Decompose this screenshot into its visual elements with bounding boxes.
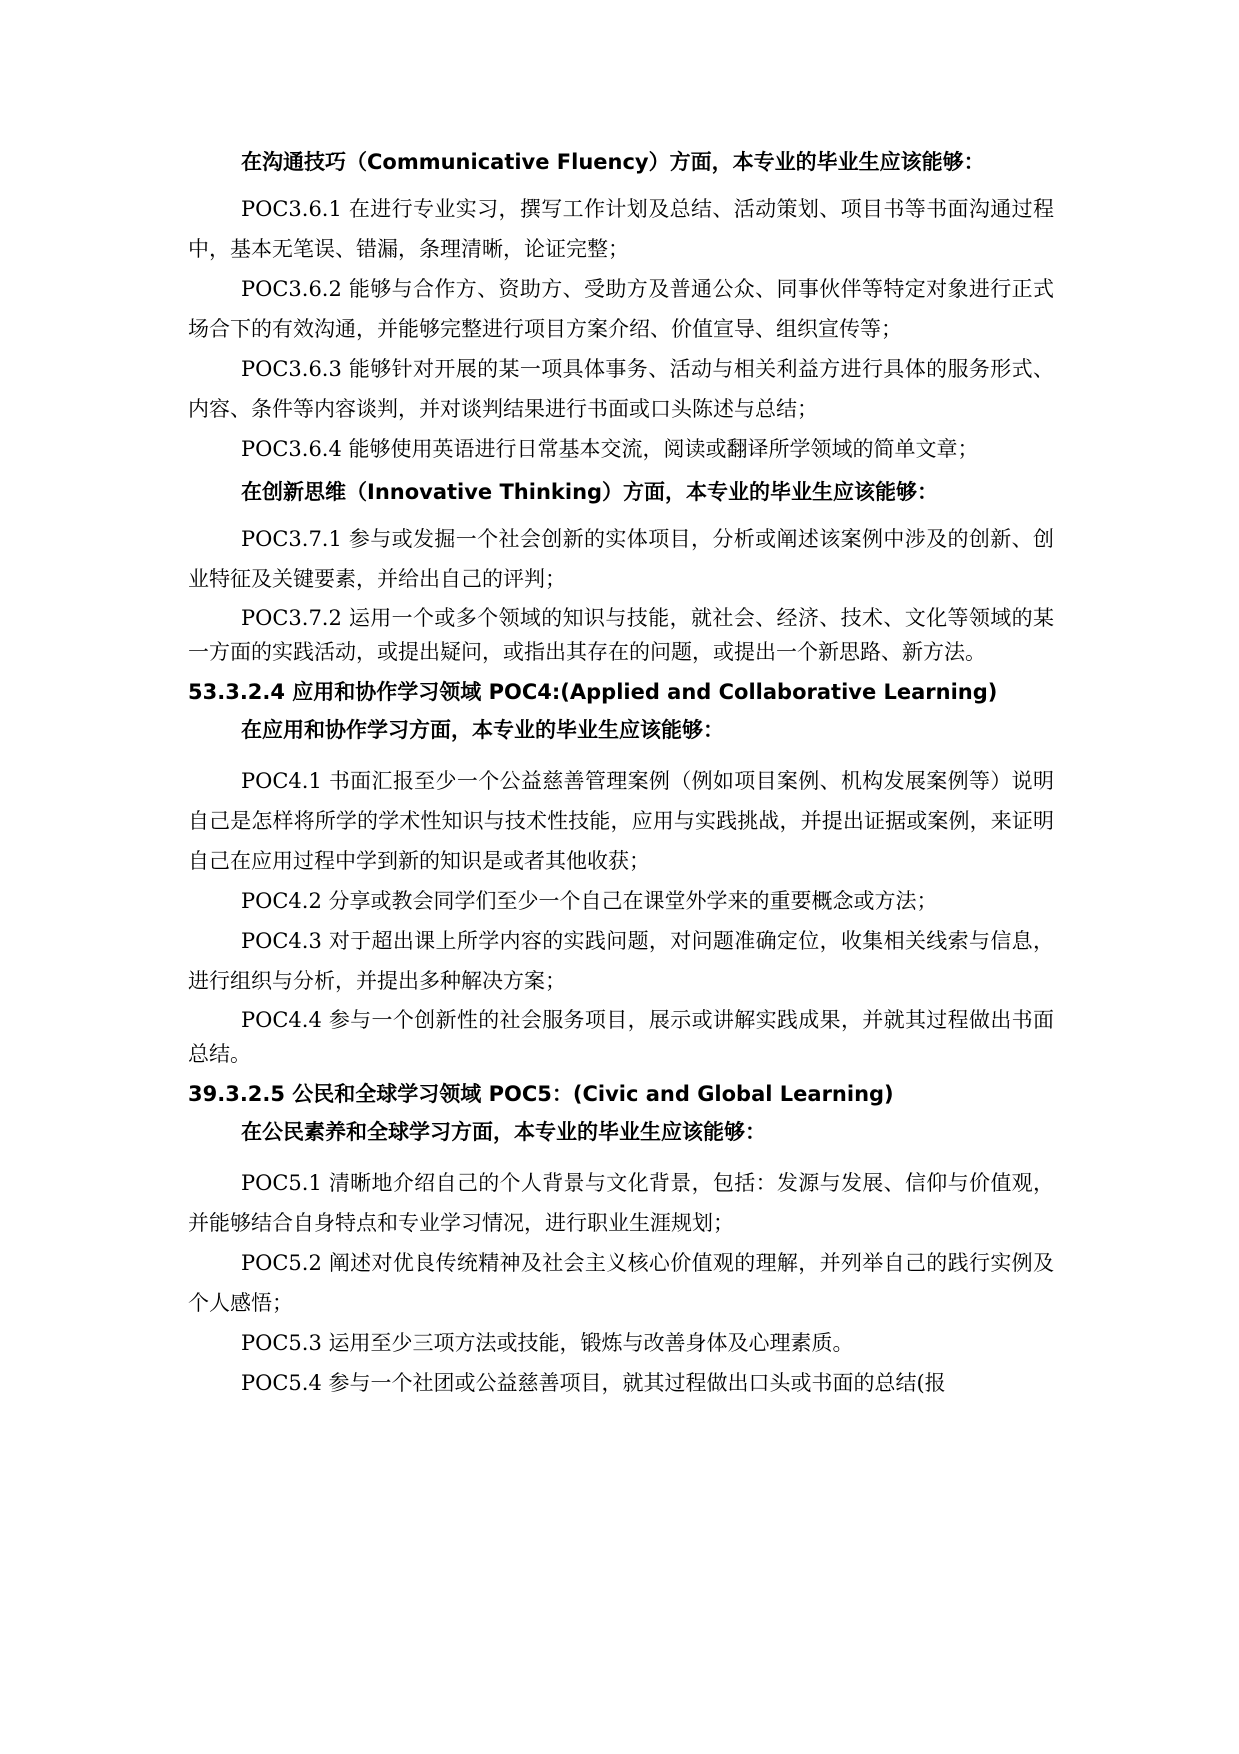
heading-civic-global: 在公民素养和全球学习方面，本专业的毕业生应该能够： xyxy=(241,1120,766,1144)
paragraph-poc5-4: POC5.4 参与一个社团或公益慈善项目，就其过程做出口头或书面的总结(报 xyxy=(241,1371,946,1395)
document-page xyxy=(188,145,1054,1403)
heading-innovative-thinking: 在创新思维（Innovative Thinking）方面，本专业的毕业生应该能够： xyxy=(241,480,939,504)
paragraph-poc5-1: POC5.1 清晰地介绍自己的个人背景与文化背景，包括：发源与发展、信仰与价值观，并能够结合自身特点和专业学习情况，进行职业生涯规划； xyxy=(188,1171,1054,1235)
paragraph-poc4-4: POC4.4 参与一个创新性的社会服务项目，展示或讲解实践成果，并就其过程做出书面总结。 xyxy=(188,1008,1054,1066)
paragraph-poc5-3: POC5.3 运用至少三项方法或技能，锻炼与改善身体及心理素质。 xyxy=(241,1331,854,1355)
paragraph-poc5-2: POC5.2 阐述对优良传统精神及社会主义核心价值观的理解，并列举自己的践行实例及个人感悟； xyxy=(188,1251,1054,1315)
heading-section-poc4: 53.3.2.4 应用和协作学习领域 POC4:(Applied and Collaborative Learning) xyxy=(188,680,998,704)
paragraph-poc3-6-3: POC3.6.3 能够针对开展的某一项具体事务、活动与相关利益方进行具体的服务形式、内容、条件等内容谈判，并对谈判结果进行书面或口头陈述与总结； xyxy=(188,357,1054,421)
heading-communicative-fluency: 在沟通技巧（Communicative Fluency）方面，本专业的毕业生应该能够： xyxy=(241,150,985,174)
heading-section-poc5: 39.3.2.5 公民和全球学习领域 POC5：(Civic and Global Learning) xyxy=(188,1082,894,1106)
paragraph-poc4-2: POC4.2 分享或教会同学们至少一个自己在课堂外学来的重要概念或方法； xyxy=(241,889,938,913)
paragraph-poc3-6-4: POC3.6.4 能够使用英语进行日常基本交流，阅读或翻译所学领域的简单文章； xyxy=(241,437,979,461)
paragraph-poc3-6-1: POC3.6.1 在进行专业实习，撰写工作计划及总结、活动策划、项目书等书面沟通过程中，基本无笔误、错漏，条理清晰，论证完整； xyxy=(188,197,1054,261)
paragraph-poc3-7-2: POC3.7.2 运用一个或多个领域的知识与技能，就社会、经济、技术、文化等领域的某一方面的实践活动，或提出疑问，或指出其存在的问题，或提出一个新思路、新方法。 xyxy=(188,606,1054,664)
paragraph-poc4-3: POC4.3 对于超出课上所学内容的实践问题，对问题准确定位，收集相关线索与信息，进行组织与分析，并提出多种解决方案； xyxy=(188,929,1054,993)
paragraph-poc3-6-2: POC3.6.2 能够与合作方、资助方、受助方及普通公众、同事伙伴等特定对象进行正式场合下的有效沟通，并能够完整进行项目方案介绍、价值宣导、组织宣传等； xyxy=(188,277,1054,341)
paragraph-poc3-7-1: POC3.7.1 参与或发掘一个社会创新的实体项目，分析或阐述该案例中涉及的创新、创业特征及关键要素，并给出自己的评判； xyxy=(188,527,1054,591)
heading-applied-collaborative: 在应用和协作学习方面，本专业的毕业生应该能够： xyxy=(241,718,724,742)
paragraph-poc4-1: POC4.1 书面汇报至少一个公益慈善管理案例（例如项目案例、机构发展案例等）说明自己是怎样将所学的学术性知识与技术性技能，应用与实践挑战，并提出证据或案例，来证明自己在应用过程中学到新的知识是或者其他收获； xyxy=(188,769,1054,873)
